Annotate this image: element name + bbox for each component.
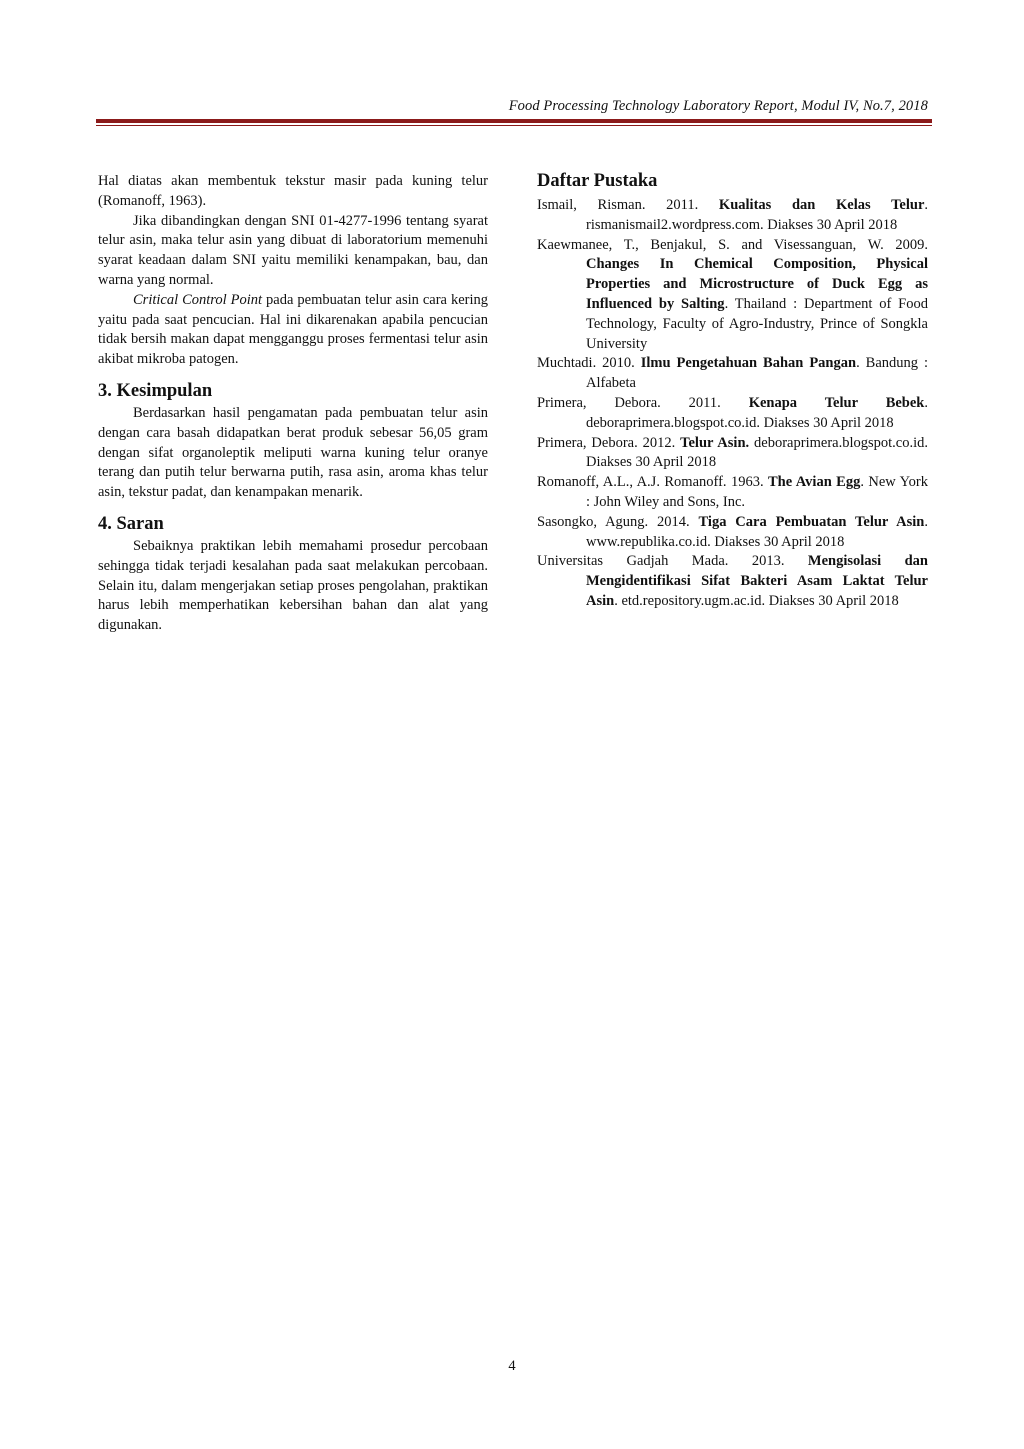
- ccp-term: Critical Control Point: [133, 291, 263, 308]
- header-rule-thin: [96, 125, 932, 126]
- heading-saran: 4. Saran: [98, 513, 164, 534]
- paragraph-kesimpulan: Berdasarkan hasil pengamatan pada pembuatan telur asin dengan cara basah didapatkan berat produk sebesar 56,05 gram dengan sifat organoleptik meliputi warna kuning telur oranye terang dan putih telur berwarna putih, rasa asin, aroma khas telur asin, tekstur padat, dan kenampakan menarik.: [98, 404, 488, 501]
- reference-item: Primera, Debora. 2012. Telur Asin. deboraprimera.blogspot.co.id. Diakses 30 April 2018: [537, 434, 928, 471]
- reference-item: Romanoff, A.L., A.J. Romanoff. 1963. The Avian Egg. New York : John Wiley and Sons, Inc.: [537, 474, 929, 510]
- reference-item: Ismail, Risman. 2011. Kualitas dan Kelas Telur. rismanismail2.wordpress.com. Diakses 30 April 2018: [537, 197, 928, 233]
- paragraph-ccp: [98, 291, 488, 370]
- heading-kesimpulan: 3. Kesimpulan: [98, 380, 213, 401]
- ccp-text: pada pembuatan telur asin cara kering yaitu pada saat pencucian. Hal ini dikarenakan apabila pencucian tidak bersih makan dapat mengganggu proses fermentasi telur asin akibat mikroba patogen.: [98, 291, 488, 368]
- reference-item: Universitas Gadjah Mada. 2013. Mengisolasi dan Mengidentifikasi Sifat Bakteri Asam Laktat Telur Asin. etd.repository.ugm.ac.id. Diakses 30 April 2018: [537, 553, 929, 609]
- paragraph-continuation: Hal diatas akan membentuk tekstur masir pada kuning telur (Romanoff, 1963).: [98, 173, 488, 209]
- header-rule-thick: [96, 119, 932, 123]
- page-number: 4: [508, 1358, 516, 1374]
- paragraph-sni: Jika dibandingkan dengan SNI 01-4277-1996 tentang syarat telur asin, maka telur asin yang dibuat di laboratorium memenuhi syarat keadaan dalam SNI yaitu memiliki kenampakan, bau, dan warna yang normal.: [98, 212, 488, 288]
- left-column: [98, 172, 488, 636]
- reference-item: Muchtadi. 2010. Ilmu Pengetahuan Bahan Pangan. Bandung : Alfabeta: [537, 355, 928, 392]
- reference-item: Sasongko, Agung. 2014. Tiga Cara Pembuatan Telur Asin. www.republika.co.id. Diakses 30 April 2018: [537, 513, 928, 550]
- heading-daftar-pustaka: Daftar Pustaka: [537, 171, 658, 191]
- right-column: [537, 170, 928, 612]
- paragraph-saran: Sebaiknya praktikan lebih memahami prosedur percobaan sehingga tidak terjadi kesalahan pada saat melakukan percobaan. Selain itu, dalam mengerjakan setiap proses pengolahan, praktikan harus lebih memperhatikan kebersihan bahan dan alat yang digunakan.: [98, 537, 488, 634]
- running-header: Food Processing Technology Laboratory Report, Modul IV, No.7, 2018: [508, 98, 928, 114]
- reference-item: Kaewmanee, T., Benjakul, S. and Visessanguan, W. 2009. Changes In Chemical Composition, Physical Properties and Microstructure of Duck Egg as Influenced by Salting. Thailand : Department of Food Technology, Faculty of Agro-Industry, Prince of Songkla University: [537, 236, 928, 352]
- reference-item: Primera, Debora. 2011. Kenapa Telur Bebek. deboraprimera.blogspot.co.id. Diakses 30 April 2018: [537, 394, 928, 431]
